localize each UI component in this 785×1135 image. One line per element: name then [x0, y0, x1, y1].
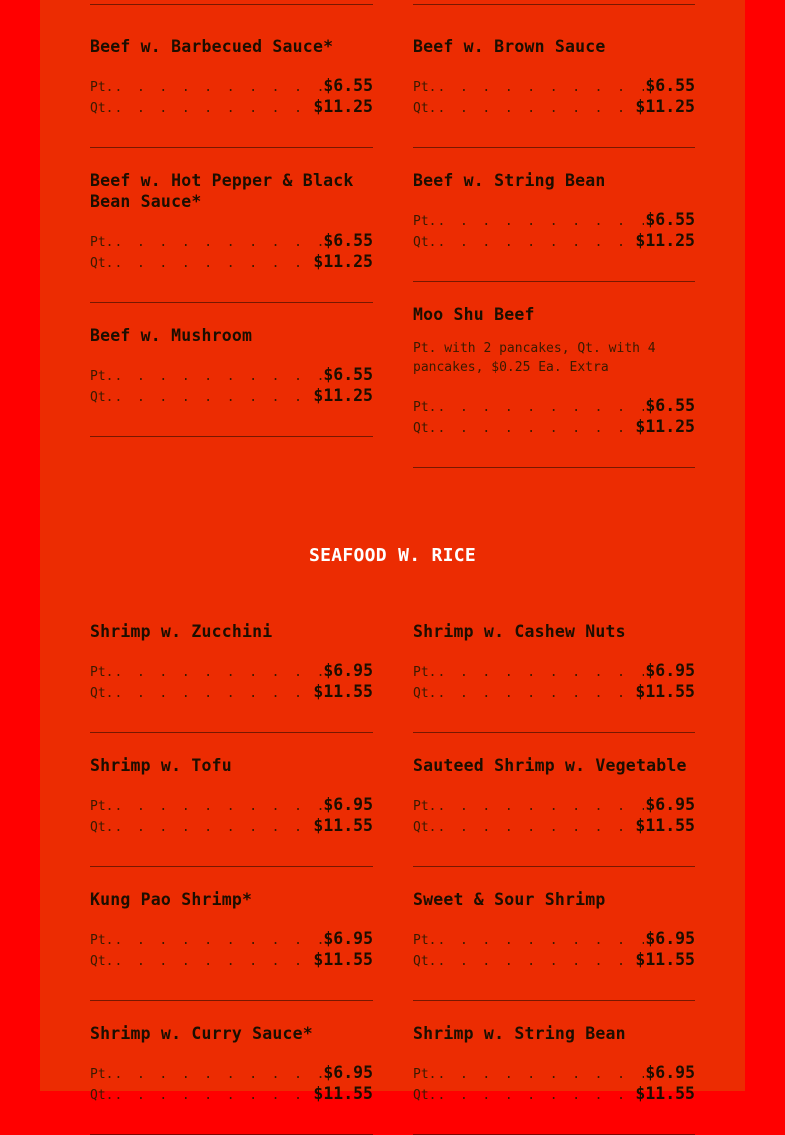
price-value: $11.55 [313, 682, 373, 701]
quart-price-row [413, 1084, 695, 1105]
dot-leader [114, 665, 322, 680]
price-value: $6.95 [645, 1063, 695, 1082]
item-name: Shrimp w. String Bean [413, 1024, 626, 1043]
divider [413, 281, 695, 282]
size-label: Pt. [413, 80, 437, 95]
item-name: Beef w. String Bean [413, 171, 606, 190]
dot-leader [114, 799, 322, 814]
pint-price-row [90, 795, 373, 816]
price-value: $11.55 [635, 682, 695, 701]
size-label: Pt. [90, 80, 114, 95]
price-value: $6.95 [645, 929, 695, 948]
pint-price-row [413, 396, 695, 417]
quart-price-row [90, 950, 373, 971]
dot-leader [437, 820, 634, 835]
quart-price-row [413, 682, 695, 703]
item-name: Shrimp w. Cashew Nuts [413, 622, 626, 641]
dot-leader [114, 235, 322, 250]
size-label: Pt. [90, 369, 114, 384]
size-label: Pt. [413, 933, 437, 948]
pint-price-row [90, 929, 373, 950]
dot-leader [114, 369, 322, 384]
menu-item[interactable] [90, 36, 373, 148]
size-label: Qt. [413, 421, 437, 436]
divider [413, 732, 695, 733]
item-name: Beef w. Brown Sauce [413, 37, 606, 56]
quart-price-row [90, 252, 373, 273]
size-label: Pt. [90, 1067, 114, 1082]
divider [413, 147, 695, 148]
divider [413, 467, 695, 468]
price-list [90, 661, 373, 703]
dot-leader [437, 214, 644, 229]
dot-leader [437, 80, 644, 95]
size-label: Pt. [90, 235, 114, 250]
price-value: $6.95 [323, 795, 373, 814]
size-label: Qt. [90, 820, 114, 835]
size-label: Qt. [413, 101, 437, 116]
price-value: $6.95 [323, 1063, 373, 1082]
size-label: Qt. [413, 820, 437, 835]
menu-item[interactable] [413, 170, 695, 282]
price-value: $6.55 [323, 76, 373, 95]
dot-leader [437, 101, 634, 116]
item-name: Sauteed Shrimp w. Vegetable [413, 756, 687, 775]
pint-price-row [90, 661, 373, 682]
divider [90, 436, 373, 437]
price-value: $6.55 [645, 396, 695, 415]
divider [90, 866, 373, 867]
price-list [413, 795, 695, 837]
dot-leader [114, 1088, 312, 1103]
pint-price-row [90, 365, 373, 386]
dot-leader [114, 686, 312, 701]
item-name: Shrimp w. Zucchini [90, 622, 273, 641]
quart-price-row [90, 97, 373, 118]
size-label: Qt. [90, 1088, 114, 1103]
item-name: Shrimp w. Curry Sauce* [90, 1024, 313, 1043]
price-list [413, 396, 695, 438]
price-value: $11.55 [635, 816, 695, 835]
pint-price-row [413, 1063, 695, 1084]
quart-price-row [413, 97, 695, 118]
price-value: $6.55 [323, 231, 373, 250]
dot-leader [114, 101, 312, 116]
dot-leader [437, 933, 644, 948]
price-value: $11.55 [313, 1084, 373, 1103]
size-label: Pt. [413, 400, 437, 415]
dot-leader [114, 933, 322, 948]
divider [413, 866, 695, 867]
divider [413, 1000, 695, 1001]
price-list [413, 1063, 695, 1105]
item-name: Beef w. Barbecued Sauce* [90, 37, 334, 56]
price-value: $6.55 [645, 76, 695, 95]
pint-price-row [90, 231, 373, 252]
price-value: $11.25 [635, 417, 695, 436]
size-label: Pt. [413, 214, 437, 229]
dot-leader [114, 80, 322, 95]
price-value: $11.25 [635, 231, 695, 250]
menu-item[interactable] [90, 621, 373, 733]
divider [90, 732, 373, 733]
price-list [90, 76, 373, 118]
price-list [90, 1063, 373, 1105]
price-list [90, 795, 373, 837]
quart-price-row [90, 682, 373, 703]
dot-leader [437, 665, 644, 680]
divider [90, 147, 373, 148]
size-label: Qt. [413, 686, 437, 701]
size-label: Pt. [90, 933, 114, 948]
price-list [413, 929, 695, 971]
price-value: $11.55 [313, 816, 373, 835]
menu-item[interactable] [413, 755, 695, 867]
dot-leader [437, 799, 644, 814]
price-value: $11.25 [313, 386, 373, 405]
size-label: Qt. [413, 954, 437, 969]
size-label: Pt. [90, 665, 114, 680]
menu-item[interactable] [413, 621, 695, 733]
pint-price-row [413, 661, 695, 682]
pint-price-row [90, 76, 373, 97]
pint-price-row [413, 76, 695, 97]
price-value: $11.55 [313, 950, 373, 969]
size-label: Qt. [413, 235, 437, 250]
price-value: $11.55 [635, 1084, 695, 1103]
divider [413, 4, 695, 5]
size-label: Qt. [90, 686, 114, 701]
size-label: Qt. [90, 390, 114, 405]
dot-leader [437, 235, 634, 250]
dot-leader [114, 256, 312, 271]
menu-item[interactable] [90, 889, 373, 1001]
dot-leader [437, 686, 634, 701]
item-name: Kung Pao Shrimp* [90, 890, 253, 909]
quart-price-row [413, 417, 695, 438]
price-list [90, 365, 373, 407]
dot-leader [437, 400, 644, 415]
item-name: Shrimp w. Tofu [90, 756, 232, 775]
item-name: Moo Shu Beef [413, 305, 535, 324]
size-label: Pt. [413, 1067, 437, 1082]
price-value: $11.25 [635, 97, 695, 116]
item-name: Beef w. Hot Pepper & Black Bean Sauce* [90, 171, 354, 211]
menu-item[interactable] [413, 304, 695, 468]
menu-item[interactable] [413, 889, 695, 1001]
size-label: Qt. [413, 1088, 437, 1103]
price-value: $11.25 [313, 252, 373, 271]
pint-price-row [90, 1063, 373, 1084]
quart-price-row [90, 386, 373, 407]
size-label: Qt. [90, 101, 114, 116]
price-list [90, 929, 373, 971]
price-value: $11.25 [313, 97, 373, 116]
price-value: $11.55 [635, 950, 695, 969]
price-value: $6.55 [323, 365, 373, 384]
size-label: Qt. [90, 256, 114, 271]
price-list [413, 76, 695, 118]
quart-price-row [413, 816, 695, 837]
item-name: Beef w. Mushroom [90, 326, 253, 345]
dot-leader [437, 1067, 644, 1082]
section-title: SEAFOOD W. RICE [308, 545, 477, 566]
price-list [413, 661, 695, 703]
quart-price-row [90, 1084, 373, 1105]
pint-price-row [413, 929, 695, 950]
size-label: Pt. [413, 799, 437, 814]
item-name: Sweet & Sour Shrimp [413, 890, 606, 909]
pint-price-row [413, 210, 695, 231]
size-label: Qt. [90, 954, 114, 969]
menu-item[interactable] [413, 36, 695, 148]
item-description: Pt. with 2 pancakes, Qt. with 4 pancakes, $0.25 Ea. Extra [413, 341, 656, 375]
menu-item[interactable] [90, 325, 373, 437]
menu-item[interactable] [90, 755, 373, 867]
pint-price-row [413, 795, 695, 816]
menu-item[interactable] [413, 1023, 695, 1135]
divider [90, 1000, 373, 1001]
dot-leader [114, 390, 312, 405]
dot-leader [114, 954, 312, 969]
price-list [90, 231, 373, 273]
price-value: $6.95 [323, 661, 373, 680]
quart-price-row [413, 231, 695, 252]
dot-leader [114, 820, 312, 835]
dot-leader [437, 421, 634, 436]
size-label: Pt. [90, 799, 114, 814]
dot-leader [114, 1067, 322, 1082]
size-label: Pt. [413, 665, 437, 680]
dot-leader [437, 1088, 634, 1103]
dot-leader [437, 954, 634, 969]
menu-item[interactable] [90, 170, 373, 303]
price-value: $6.55 [645, 210, 695, 229]
price-value: $6.95 [645, 661, 695, 680]
price-value: $6.95 [645, 795, 695, 814]
menu-item[interactable] [90, 1023, 373, 1135]
price-list [413, 210, 695, 252]
quart-price-row [90, 816, 373, 837]
quart-price-row [413, 950, 695, 971]
divider [90, 4, 373, 5]
price-value: $6.95 [323, 929, 373, 948]
divider [90, 302, 373, 303]
